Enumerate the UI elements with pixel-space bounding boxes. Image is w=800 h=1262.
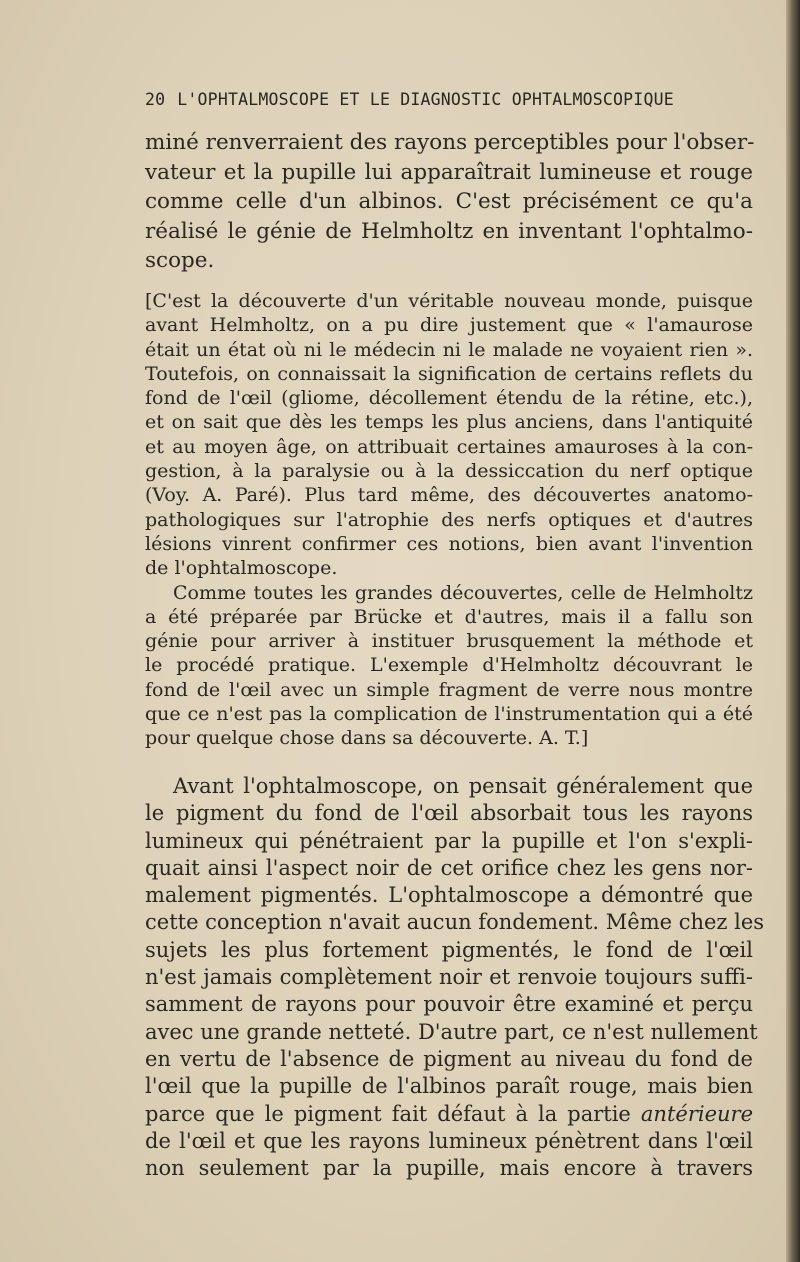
text-line: scope. (145, 248, 215, 274)
text-line: non seulement par la pupille, mais encore à travers (145, 1156, 753, 1181)
note-line: (Voy. A. Paré). Plus tard même, des découvertes anatomo- (145, 484, 753, 507)
note-line: le procédé pratique. L'exemple d'Helmholtz découvrant le (145, 654, 753, 677)
text-line: miné renverraient des rayons perceptibles pour l'obser- (145, 130, 755, 155)
text-span: parce que le pigment fait défaut à la partie (145, 1101, 641, 1126)
page-number: 20 (145, 90, 166, 109)
text-line: l'œil que la pupille de l'albinos paraît rouge, mais bien (145, 1074, 753, 1099)
note-line: Comme toutes les grandes découvertes, celle de Helmholtz (173, 581, 753, 604)
text-line: Avant l'ophtalmoscope, on pensait généralement que (173, 774, 753, 798)
text-line: lumineux qui pénétraient par la pupille et l'on s'expli- (145, 828, 753, 853)
text-line: samment de rayons pour pouvoir être examiné et perçu (145, 992, 753, 1017)
text-line: vateur et la pupille lui apparaîtrait lumineuse et rouge (145, 159, 753, 185)
note-line: de l'ophtalmoscope. (145, 557, 338, 580)
text-line: le pigment du fond de l'œil absorbait tous les rayons (145, 801, 753, 826)
text-line: en vertu de l'absence de pigment au niveau du fond de (145, 1046, 753, 1071)
text-line: quait ainsi l'aspect noir de cet orifice chez les gens nor- (145, 855, 753, 880)
translator-note (145, 289, 753, 751)
note-line: lésions vinrent confirmer ces notions, bien avant l'invention (145, 532, 753, 555)
note-line: pour quelque chose dans sa découverte. A. T.] (145, 727, 589, 750)
note-line: pathologiques sur l'atrophie des nerfs optiques et d'autres (145, 508, 753, 531)
note-line: que ce n'est pas la complication de l'instrumentation qui a été (145, 703, 753, 726)
note-line: génie pour arriver à instituer brusquement la méthode et (145, 630, 753, 653)
note-line: gestion, à la paralysie ou à la dessiccation du nerf optique (145, 460, 753, 483)
page-edge-shadow (786, 0, 800, 1262)
note-line: fond de l'œil avec un simple fragment de verre nous montre (145, 678, 753, 701)
paragraph-continuation (145, 128, 753, 276)
note-line: et au moyen âge, on attribuait certaines amauroses à la con- (145, 435, 753, 458)
running-header (145, 90, 753, 109)
italic-word: antérieure (640, 1101, 753, 1126)
note-line: et on sait que dès les temps les plus anciens, dans l'antiquité (145, 411, 753, 434)
text-line: avec une grande netteté. D'autre part, ce n'est nullement (145, 1019, 758, 1044)
text-line: cette conception n'avait aucun fondement. Même chez les (145, 910, 765, 935)
note-line: [C'est la découverte d'un véritable nouveau monde, puisque (145, 290, 753, 312)
note-line: était un état où ni le médecin ni le malade ne voyaient rien ». (145, 338, 753, 361)
text-line-with-italic (145, 1101, 753, 1128)
note-line: avant Helmholtz, on a pu dire justement que « l'amaurose (145, 314, 753, 337)
text-line: comme celle d'un albinos. C'est précisément ce qu'a (145, 189, 753, 215)
text-line: réalisé le génie de Helmholtz en inventant l'ophtalmo- (145, 218, 753, 244)
note-line: a été préparée par Brücke et d'autres, mais il a fallu son (145, 605, 753, 628)
note-line: Toutefois, on connaissait la signification de certains reflets du (145, 362, 753, 385)
text-line: n'est jamais complètement noir et renvoie toujours suffi- (145, 965, 753, 990)
main-paragraph (145, 773, 765, 1182)
note-line: fond de l'œil (gliome, décollement étendu de la rétine, etc.), (145, 387, 753, 410)
text-line: sujets les plus fortement pigmentés, le fond de l'œil (145, 937, 753, 962)
text-line: malement pigmentés. L'ophtalmoscope a démontré que (145, 883, 753, 908)
text-line: de l'œil et que les rayons lumineux pénètrent dans l'œil (145, 1128, 753, 1153)
running-title: L'OPHTALMOSCOPE ET LE DIAGNOSTIC OPHTALMOSCOPIQUE (177, 90, 674, 109)
